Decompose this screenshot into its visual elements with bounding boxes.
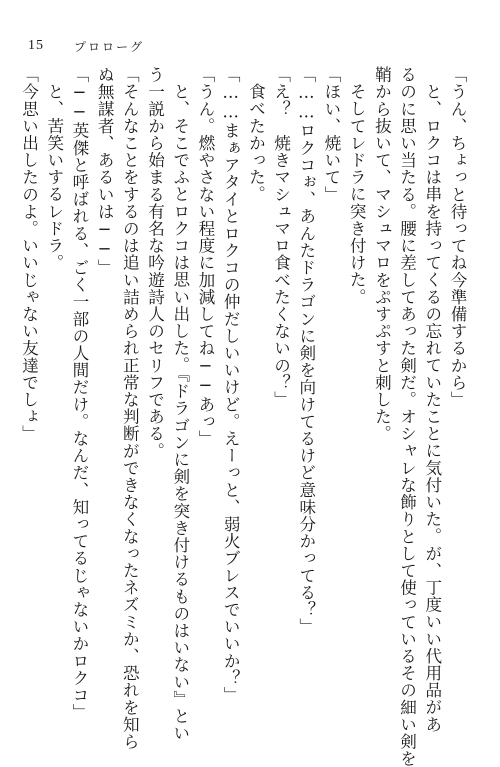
text-line: 「ほい、焼いて」 bbox=[321, 66, 341, 203]
text-line: 「うん、ちょっと待ってね今準備するから」 bbox=[448, 66, 467, 408]
text-line: 「今思い出したのよ。いいじゃない友達でしょ」 bbox=[19, 66, 39, 443]
text-line: 鞘から抜いて、マシュマロをぷすぷすと刺した。 bbox=[372, 66, 392, 443]
text-line: 「そんなことをするのは追い詰められ正常な判断ができなくなったネズミか、恐れを知ら bbox=[120, 66, 140, 750]
page-number: 15 bbox=[28, 38, 44, 53]
text-line: そしてレドラに突き付けた。 bbox=[347, 83, 367, 306]
text-line: と、苦笑いするレドラ。 bbox=[44, 83, 64, 272]
text-line: 「……まぁアタイとロクコの仲だしいいけど。えーっと、弱火ブレスでいいか？」 bbox=[221, 66, 241, 704]
text-line: 食べたかった。 bbox=[246, 83, 266, 203]
text-line: ぬ無謀者、あるいは──」 bbox=[95, 66, 115, 276]
text-line: 「うん。燃やさない程度に加減してね──あっ」 bbox=[195, 66, 215, 447]
text-line: と、ロクコは串を持ってくるの忘れていたことに気付いた。が、丁度いい代用品があ bbox=[422, 83, 442, 733]
vertical-text-body bbox=[16, 66, 470, 767]
text-line: るのに思い当たる。腰に差してあった剣だ。オシャレな飾りとして使っているその細い剣を bbox=[397, 66, 417, 767]
text-line: と、そこでふとロクコは思い出した。『ドラゴンに剣を突き付けるものはいない』とい bbox=[170, 83, 190, 742]
chapter-title: プロローグ bbox=[74, 39, 145, 54]
running-header bbox=[28, 36, 144, 56]
text-line: 「……ロクコぉ、あんたドラゴンに剣を向けてるけど意味分かってる？」 bbox=[296, 66, 316, 636]
text-line: 「──英傑と呼ばれる、ごく一部の人間だけ。なんだ、知ってるじゃないかロクコ」 bbox=[69, 66, 89, 721]
text-line: 「え？ 焼きマシュマロ食べたくないの？」 bbox=[271, 66, 291, 408]
text-line: う一説から始まる有名な吟遊詩人のセリフである。 bbox=[145, 66, 165, 460]
